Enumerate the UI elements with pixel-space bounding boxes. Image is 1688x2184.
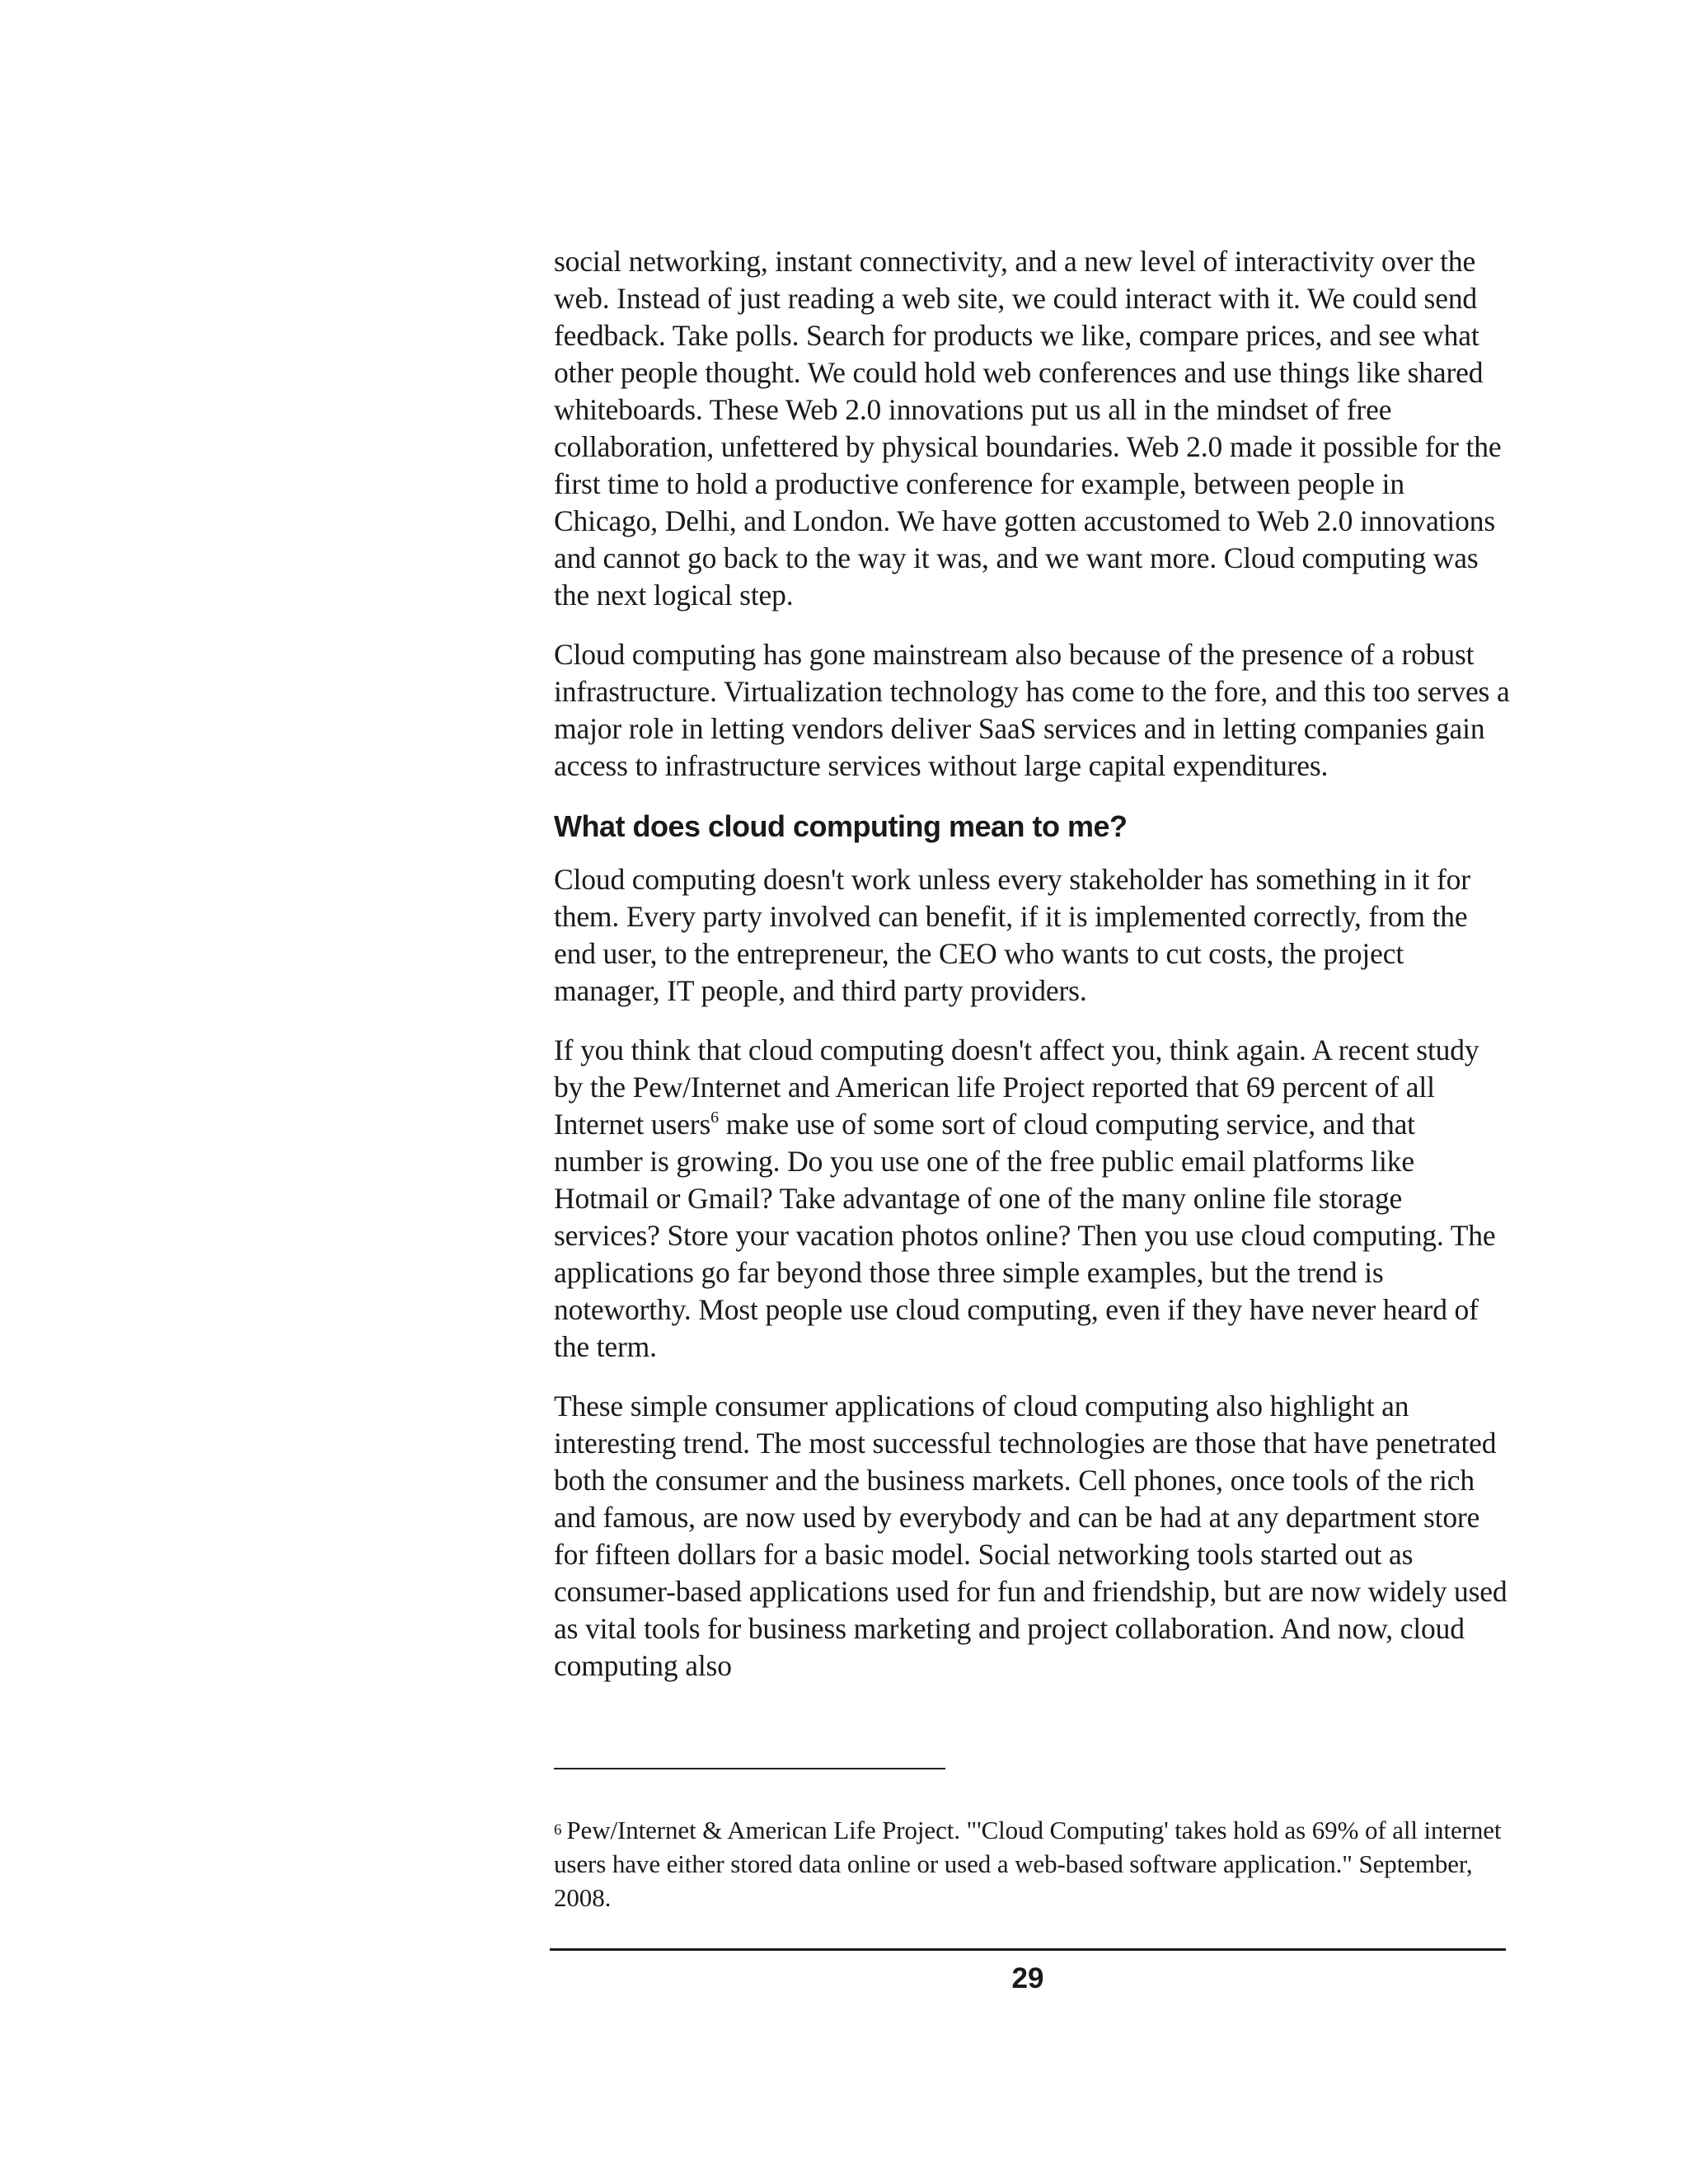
paragraph-consumer-trend: These simple consumer applications of cloud computing also highlight an interesting trend. The most successful technologies are those that have penetrated both the consumer and the business markets. Cell phones, once tools of the rich and famous, are now used by everybody and can be had at any department store for fifteen dollars for a basic model. Social networking tools started out as consumer-based applications used for fun and friendship, but are now widely used as vital tools for business marketing and project collaboration. And now, cloud computing also [554, 1390, 1507, 1682]
page-number: 29 [1011, 1962, 1044, 1994]
paragraph-pew-study-text-1: If you think that cloud computing doesn't affect you, think again. A recent study by the Pew/Internet and American life Project reported that 69 percent of all Internet users [554, 1033, 1479, 1141]
footnote-reference: 6 [710, 1108, 719, 1127]
paragraph-stakeholders: Cloud computing doesn't work unless every stakeholder has something in it for them. Every party involved can benefit, if it is implemented correctly, from the end user, to the entrepreneur, the CEO who wants to cut costs, the project manager, IT people, and third party providers. [554, 863, 1470, 1007]
paragraph-web2: social networking, instant connectivity, and a new level of interactivity over the web. Instead of just reading a web site, we could interact with it. We could send feedback. Take polls. Search for products we like, compare prices, and see what other people thought. We could hold web conferences and use things like shared whiteboards. These Web 2.0 innovations put us all in the mindset of free collaboration, unfettered by physical boundaries. Web 2.0 made it possible for the first time to hold a productive conference for example, between people in Chicago, Delhi, and London. We have gotten accustomed to Web 2.0 innovations and cannot go back to the way it was, and we want more. Cloud computing was the next logical step. [554, 245, 1502, 612]
footnote-marker: 6 [554, 1821, 562, 1839]
paragraph-pew-study-text-2: make use of some sort of cloud computing service, and that number is growing. Do you use one of the free public email platforms like Hotmail or Gmail? Take advantage of one of the many online file storage services? Store your vacation photos online? Then you use cloud computing. The applications go far beyond those three simple examples, but the trend is noteworthy. Most people use cloud computing, even if they have never heard of the term. [554, 1108, 1496, 1363]
paragraph-pew-study [554, 1032, 1510, 1366]
footnote-divider [554, 1768, 945, 1769]
page-footer-rule [550, 1948, 1506, 1951]
footnote [554, 1813, 1510, 1915]
paragraph-infrastructure: Cloud computing has gone mainstream also because of the presence of a robust infrastructure. Virtualization technology has come to the fore, and this too serves a major role in letting vendors deliver SaaS services and in letting companies gain access to infrastructure services without large capital expenditures. [554, 638, 1510, 782]
footnote-text: Pew/Internet & American Life Project. "'Cloud Computing' takes hold as 69% of all internet users have either stored data online or used a web-based software application." September, 2008. [554, 1816, 1502, 1912]
section-heading: What does cloud computing mean to me? [554, 809, 1128, 843]
main-text [554, 243, 1510, 1707]
